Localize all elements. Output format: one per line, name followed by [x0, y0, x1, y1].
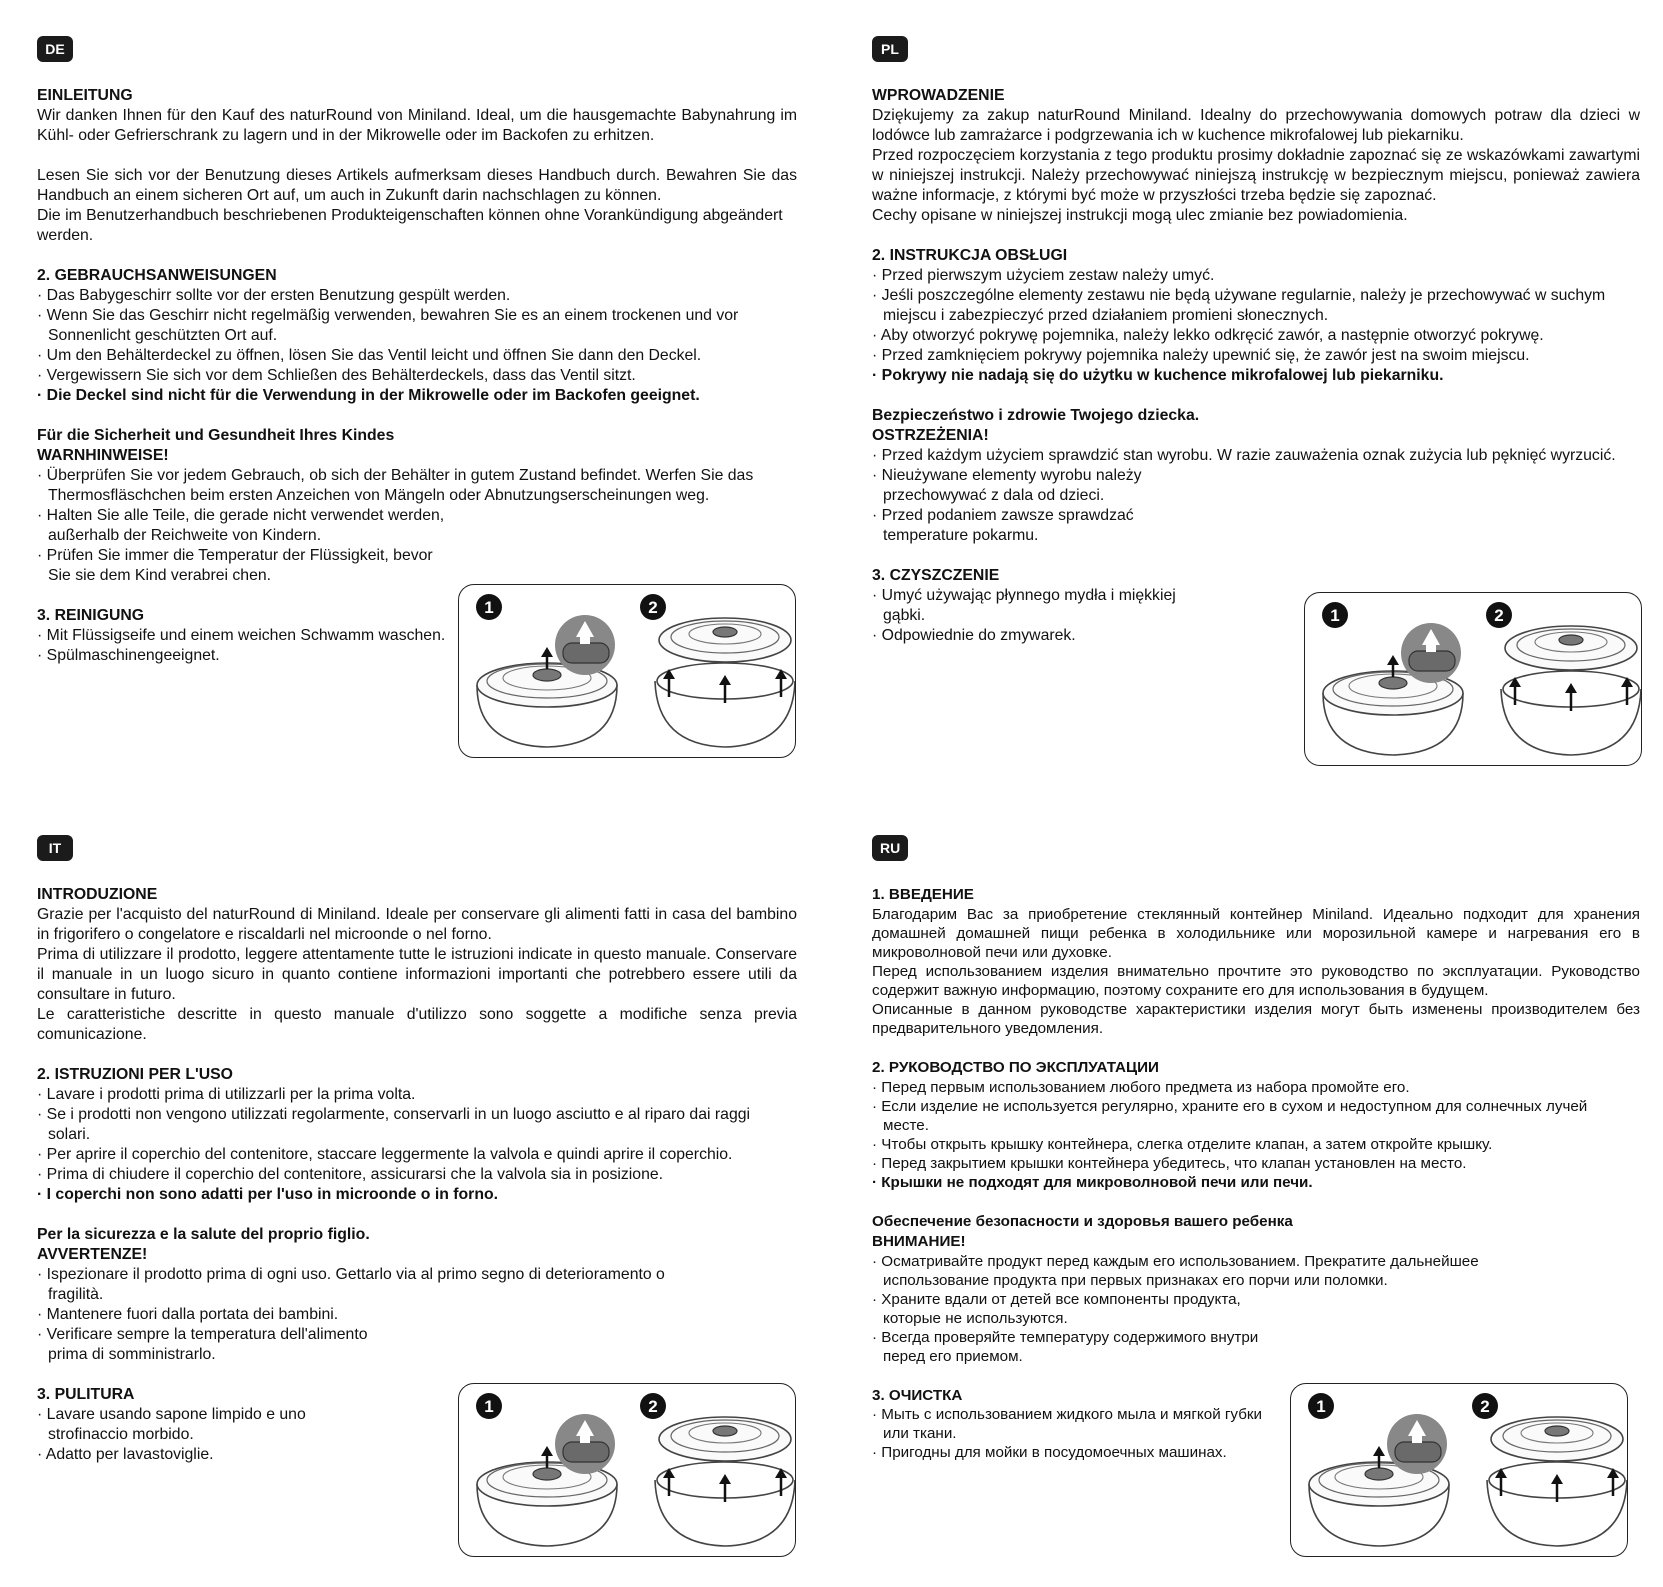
illustration-it	[458, 1383, 796, 1557]
intro-title-pl: WPROWADZENIE	[872, 87, 1005, 104]
intro-paragraph-2-de: Lesen Sie sich vor der Benutzung dieses Artikels aufmerksam dieses Handbuch durch. Bewahren Sie das Handbuch an einem sicheren Ort auf, um auch in Zukunft darin nachschlagen zu können.	[37, 167, 797, 204]
warning-item-it: · Mantenere fuori dalla portata dei bambini.	[37, 1305, 677, 1325]
illustration-de	[458, 584, 796, 758]
container-illustration	[1305, 593, 1641, 765]
section-de	[37, 36, 797, 666]
usage-list-pl	[872, 266, 1640, 386]
warning-item-pl: · Nieużywane elementy wyrobu należy przechowywać z dala od dzieci.	[872, 466, 1222, 506]
language-badge-de: DE	[37, 36, 73, 62]
step-number: 1	[484, 1397, 494, 1416]
intro-paragraph-3-pl: Cechy opisane w niniejszej instrukcji mogą ulec zmianie bez powiadomienia.	[872, 207, 1408, 224]
warning-list-de	[37, 466, 797, 506]
clean-title-pl: 3. CZYSZCZENIE	[872, 567, 1000, 584]
container-illustration	[1291, 1384, 1627, 1556]
warning-item-pl: · Przed każdym użyciem sprawdzić stan wyrobu. W razie zauważenia oznak zużycia lub pęknięć wyrzucić.	[872, 446, 1640, 466]
usage-item-de: · Die Deckel sind nicht für die Verwendung in der Mikrowelle oder im Backofen geeignet.	[37, 386, 797, 406]
usage-item-it: · Per aprire il coperchio del contenitore, staccare leggermente la valvola e quindi aprire il coperchio.	[37, 1145, 757, 1165]
warning-title-ru: ВНИМАНИЕ!	[872, 1233, 966, 1250]
step-number: 2	[648, 1397, 658, 1416]
clean-item-ru: · Мыть с использованием жидкого мыла и мягкой губки или ткани.	[872, 1405, 1267, 1443]
warning-list-it	[37, 1265, 677, 1325]
usage-item-it: · I coperchi non sono adatti per l'uso in microonde o in forno.	[37, 1185, 757, 1205]
usage-title-it: 2. ISTRUZIONI PER L'USO	[37, 1066, 233, 1083]
illustration-pl	[1304, 592, 1642, 766]
clean-title-de: 3. REINIGUNG	[37, 607, 145, 624]
intro-paragraph-3-de: Die im Benutzerhandbuch beschriebenen Produkteigenschaften können ohne Vorankündigung abgeändert werden.	[37, 207, 783, 244]
usage-item-pl: · Aby otworzyć pokrywę pojemnika, należy lekko odkręcić zawór, a następnie otworzyć pokrywę.	[872, 326, 1640, 346]
intro-paragraph-1-it: Grazie per l'acquisto del naturRound di Miniland. Ideale per conservare gli alimenti fatti in casa del bambino in frigorifero o congelatore e riscaldarli nel microonde o nel forno.	[37, 906, 797, 943]
intro-paragraph-2-ru: Перед использованием изделия внимательно прочтите это руководство по эксплуатации. Руководство содержит важную информацию, поэтому сохраните его для использования в будущем.	[872, 963, 1640, 999]
language-badge-ru: RU	[872, 835, 908, 861]
clean-list-de	[37, 626, 447, 666]
intro-paragraph-2-pl: Przed rozpoczęciem korzystania z tego produktu prosimy dokładnie zapoznać się ze wskazówkami zawartymi w niniejszej instrukcji. Należy przechowywać niniejszą instrukcję w bezpiecznym miejscu, ponieważ zawiera ważne informacje, z którymi być może w przyszłości trzeba będzie się zapoznać.	[872, 147, 1640, 204]
clean-item-de: · Spülmaschinengeeignet.	[37, 646, 447, 666]
usage-item-de: · Wenn Sie das Geschirr nicht regelmäßig verwenden, bewahren Sie es an einem trockenen und vor Sonnenlicht geschützten Ort auf.	[37, 306, 797, 346]
intro-title-de: EINLEITUNG	[37, 87, 133, 104]
language-badge-it: IT	[37, 835, 73, 861]
intro-paragraph-3-it: Le caratteristiche descritte in questo manuale d'utilizzo sono soggette a modifiche senza previa comunicazione.	[37, 1006, 797, 1043]
container-illustration	[459, 585, 795, 757]
warning-list-narrow-ru	[872, 1290, 1267, 1366]
intro-title-ru: 1. ВВЕДЕНИЕ	[872, 886, 974, 903]
clean-list-ru	[872, 1405, 1267, 1462]
intro-paragraph-3-ru: Описанные в данном руководстве характеристики изделия могут быть изменены производителем без предварительного уведомления.	[872, 1001, 1640, 1037]
warning-item-ru: · Храните вдали от детей все компоненты продукта, которые не используются.	[872, 1290, 1267, 1328]
warning-list-ru	[872, 1252, 1572, 1290]
section-pl	[872, 36, 1640, 646]
warning-title-de: WARNHINWEISE!	[37, 447, 169, 464]
step-number: 1	[1316, 1397, 1326, 1416]
usage-list-de	[37, 286, 797, 406]
intro-paragraph-1-ru: Благодарим Вас за приобретение стеклянный контейнер Miniland. Идеально подходит для хранения домашней домашней пищи ребенка в холодильнике или морозильной камере и нагревания его в микроволновой печи или духовке.	[872, 906, 1640, 961]
intro-paragraph-1-de: Wir danken Ihnen für den Kauf des naturRound von Miniland. Ideal, um die hausgemachte Babynahrung im Kühl- oder Gefrierschrank zu lagern und in der Mikrowelle oder im Backofen zu erhitzen.	[37, 107, 797, 144]
warning-list-narrow-de	[37, 506, 447, 586]
warning-item-it: · Ispezionare il prodotto prima di ogni uso. Gettarlo via al primo segno di deterioramento o fragilità.	[37, 1265, 677, 1305]
safety-title-pl: Bezpieczeństwo i zdrowie Twojego dziecka.	[872, 407, 1200, 424]
usage-item-ru: · Если изделие не используется регулярно, храните его в сухом и недоступном для солнечных лучей месте.	[872, 1097, 1602, 1135]
usage-item-ru: · Перед первым использованием любого предмета из набора промойте его.	[872, 1078, 1602, 1097]
illustration-ru	[1290, 1383, 1628, 1557]
usage-item-pl: · Pokrywy nie nadają się do użytku w kuchence mikrofalowej lub piekarniku.	[872, 366, 1640, 386]
warning-list-narrow-pl	[872, 466, 1222, 546]
clean-item-pl: · Odpowiednie do zmywarek.	[872, 626, 1222, 646]
safety-title-it: Per la sicurezza e la salute del proprio figlio.	[37, 1226, 370, 1243]
safety-title-de: Für die Sicherheit und Gesundheit Ihres Kindes	[37, 427, 395, 444]
clean-title-it: 3. PULITURA	[37, 1386, 135, 1403]
warning-list-pl	[872, 446, 1640, 466]
step-number: 1	[484, 598, 494, 617]
warning-item-it: · Verificare sempre la temperatura dell'alimento prima di somministrarlo.	[37, 1325, 387, 1365]
usage-title-de: 2. GEBRAUCHSANWEISUNGEN	[37, 267, 277, 284]
intro-paragraph-2-it: Prima di utilizzare il prodotto, leggere attentamente tutte le istruzioni indicate in questo manuale. Conservare il manuale in un luogo sicuro in quanto contiene informazioni importanti che potrebbero essere utili da consultare in futuro.	[37, 946, 797, 1003]
usage-item-it: · Prima di chiudere il coperchio del contenitore, assicurarsi che la valvola sia in posizione.	[37, 1165, 757, 1185]
usage-item-ru: · Перед закрытием крышки контейнера убедитесь, что клапан установлен на место.	[872, 1154, 1602, 1173]
usage-item-ru: · Чтобы открыть крышку контейнера, слегка отделите клапан, а затем откройте крышку.	[872, 1135, 1602, 1154]
warning-item-pl: · Przed podaniem zawsze sprawdzać temperature pokarmu.	[872, 506, 1222, 546]
step-number: 2	[1494, 606, 1504, 625]
warning-item-ru: · Осматривайте продукт перед каждым его использованием. Прекратите дальнейшее использование продукта при первых признаках его порчи или поломки.	[872, 1252, 1572, 1290]
usage-title-ru: 2. РУКОВОДСТВО ПО ЭКСПЛУАТАЦИИ	[872, 1059, 1159, 1076]
usage-item-pl: · Przed pierwszym użyciem zestaw należy umyć.	[872, 266, 1640, 286]
usage-item-ru: · Крышки не подходят для микроволновой печи или печи.	[872, 1173, 1602, 1192]
section-ru	[872, 835, 1640, 1462]
usage-item-it: · Se i prodotti non vengono utilizzati regolarmente, conservarli in un luogo asciutto e al riparo dai raggi solari.	[37, 1105, 757, 1145]
clean-item-it: · Adatto per lavastoviglie.	[37, 1445, 387, 1465]
warning-item-de: · Prüfen Sie immer die Temperatur der Flüssigkeit, bevor Sie sie dem Kind verabrei chen.	[37, 546, 447, 586]
step-number: 2	[1480, 1397, 1490, 1416]
warning-item-de: · Überprüfen Sie vor jedem Gebrauch, ob sich der Behälter in gutem Zustand befindet. Werfen Sie das Thermosfläschchen beim ersten Anzeichen von Mängeln oder Abnutzungserscheinungen weg.	[37, 466, 797, 506]
usage-item-pl: · Jeśli poszczególne elementy zestawu nie będą używane regularnie, należy je przechowywać w suchym miejscu i zabezpieczyć przed działaniem promieni słonecznych.	[872, 286, 1640, 326]
clean-item-pl: · Umyć używając płynnego mydła i miękkiej gąbki.	[872, 586, 1222, 626]
warning-item-ru: · Всегда проверяйте температуру содержимого внутри перед его приемом.	[872, 1328, 1267, 1366]
clean-item-de: · Mit Flüssigseife und einem weichen Schwamm waschen.	[37, 626, 447, 646]
usage-item-de: · Vergewissern Sie sich vor dem Schließen des Behälterdeckels, dass das Ventil sitzt.	[37, 366, 797, 386]
clean-list-pl	[872, 586, 1222, 646]
usage-list-ru	[872, 1078, 1602, 1192]
clean-item-ru: · Пригодны для мойки в посудомоечных машинах.	[872, 1443, 1267, 1462]
intro-paragraph-1-pl: Dziękujemy za zakup naturRound Miniland. Idealny do przechowywania domowych potraw dla dzieci w lodówce lub zamrażarce i podgrzewania ich w kuchence mikrofalowej lub piekarniku.	[872, 107, 1640, 144]
step-number: 2	[648, 598, 658, 617]
intro-title-it: INTRODUZIONE	[37, 886, 158, 903]
warning-title-it: AVVERTENZE!	[37, 1246, 148, 1263]
container-illustration	[459, 1384, 795, 1556]
usage-item-pl: · Przed zamknięciem pokrywy pojemnika należy upewnić się, że zawór jest na swoim miejscu.	[872, 346, 1640, 366]
language-badge-pl: PL	[872, 36, 908, 62]
warning-item-de: · Halten Sie alle Teile, die gerade nicht verwendet werden, außerhalb der Reichweite von Kindern.	[37, 506, 447, 546]
usage-item-it: · Lavare i prodotti prima di utilizzarli per la prima volta.	[37, 1085, 757, 1105]
usage-title-pl: 2. INSTRUKCJA OBSŁUGI	[872, 247, 1068, 264]
warning-title-pl: OSTRZEŻENIA!	[872, 427, 989, 444]
usage-list-it	[37, 1085, 757, 1205]
clean-title-ru: 3. ОЧИСТКА	[872, 1387, 963, 1404]
usage-item-de: · Das Babygeschirr sollte vor der ersten Benutzung gespült werden.	[37, 286, 797, 306]
safety-title-ru: Обеспечение безопасности и здоровья вашего ребенка	[872, 1213, 1293, 1230]
step-number: 1	[1330, 606, 1340, 625]
section-it	[37, 835, 797, 1465]
warning-list-narrow-it	[37, 1325, 387, 1365]
clean-list-it	[37, 1405, 387, 1465]
clean-item-it: · Lavare usando sapone limpido e uno strofinaccio morbido.	[37, 1405, 387, 1445]
usage-item-de: · Um den Behälterdeckel zu öffnen, lösen Sie das Ventil leicht und öffnen Sie dann den Deckel.	[37, 346, 797, 366]
